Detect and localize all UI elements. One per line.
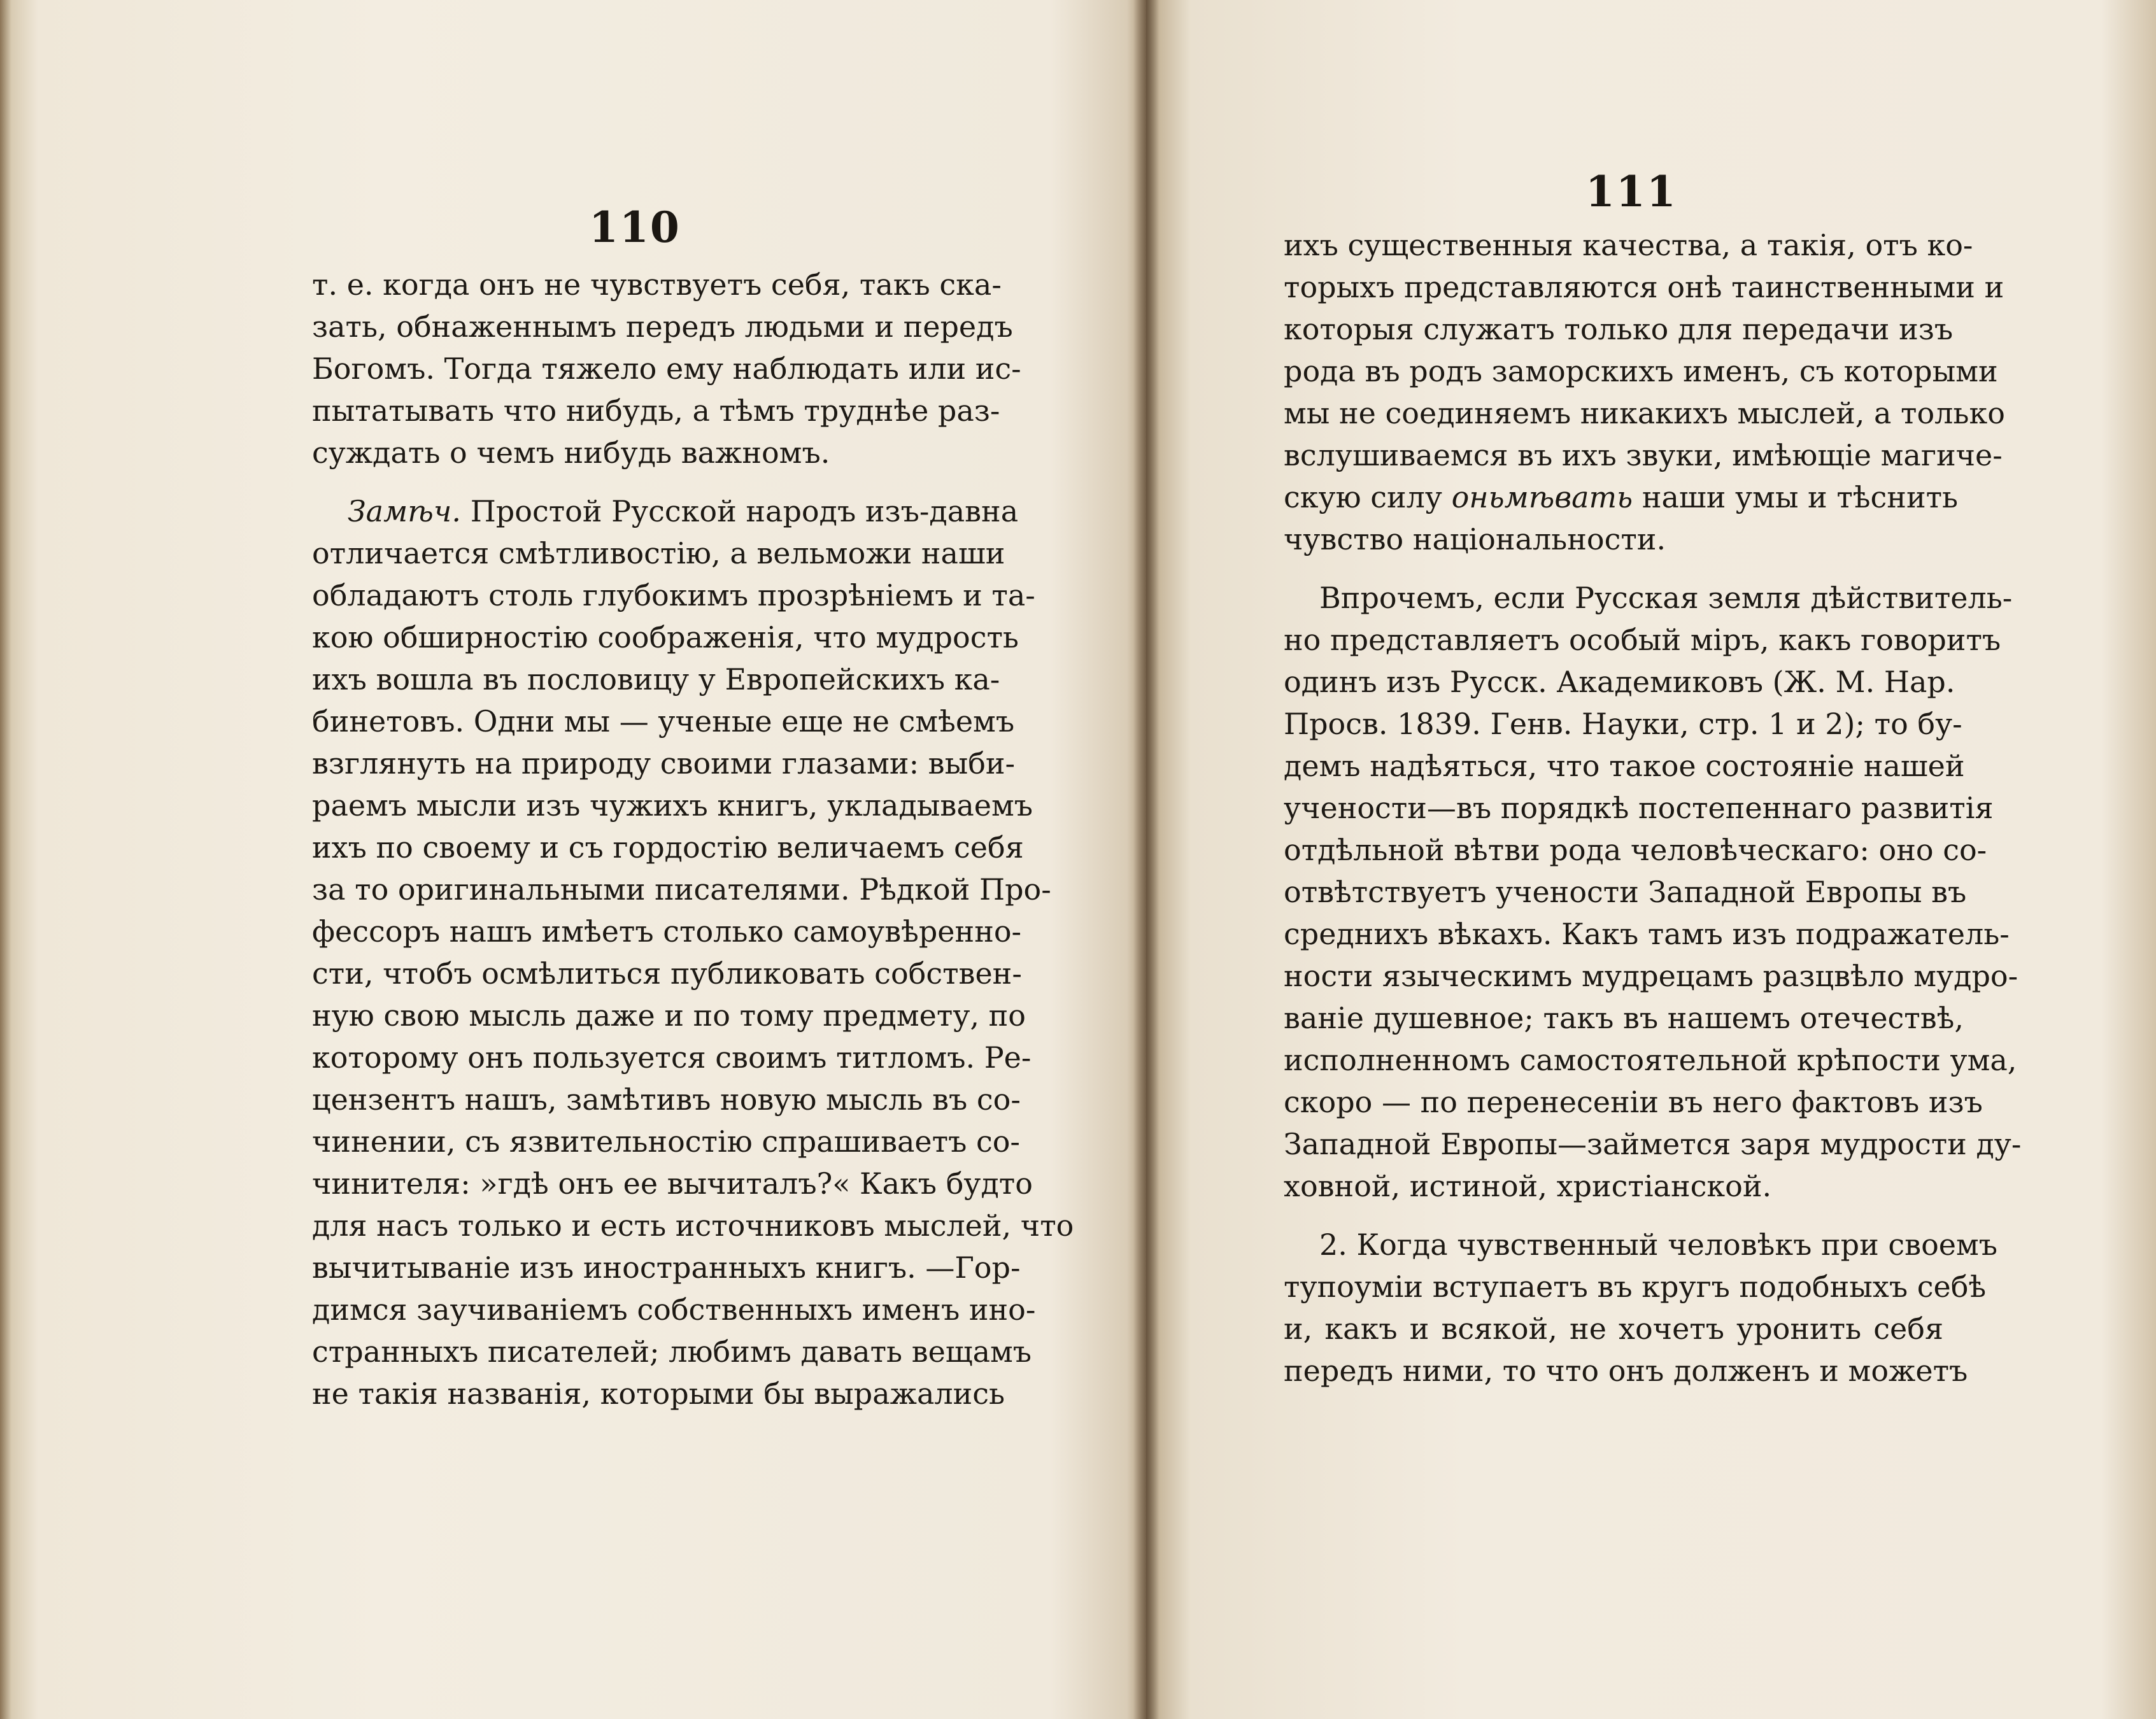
text-line: фессоръ нашъ имѣетъ столько самоувѣренно- (312, 914, 1022, 949)
text-line: чинении, съ язвительностію спрашиваетъ со- (312, 1124, 1020, 1159)
text-line: ихъ существенныя качества, а такія, отъ ко- (1284, 228, 1973, 262)
text-line: димся заучиваніемъ собственныхъ именъ ино- (312, 1292, 1036, 1327)
text-line (312, 490, 1019, 532)
text-line: исполненномъ самостоятельной крѣпости ума, (1284, 1043, 2017, 1077)
text-line: чинителя: »гдѣ онъ ее вычиталъ?« Какъ будто (312, 1166, 1033, 1201)
text-line: Западной Европы—займется заря мудрости ду- (1284, 1127, 2022, 1161)
text-line: кою обширностію соображенія, что мудрость (312, 620, 1019, 654)
text-line: передъ ними, то что онъ долженъ и можетъ (1284, 1354, 1968, 1388)
text-line: суждать о чемъ нибудь важномъ. (312, 435, 830, 470)
text-line: учености—въ порядкѣ постепеннаго развитія (1284, 791, 1994, 825)
text-line: пытатывать что нибудь, а тѣмъ труднѣе раз- (312, 393, 1000, 428)
text-line: торыхъ представляются онѣ таинственными и (1284, 270, 2004, 304)
text-line: мы не соединяемъ никакихъ мыслей, а только (1284, 396, 2005, 430)
text-line: ную свою мысль даже и по тому предмету, по (312, 998, 1026, 1033)
text-line: взглянуть на природу своими глазами: выби- (312, 746, 1016, 781)
text-line: рода въ родъ заморскихъ именъ, съ которыми (1284, 354, 1998, 388)
text-line: ваніе душевное; такъ въ нашемъ отечествѣ, (1284, 1001, 1964, 1035)
page-text (1284, 224, 2022, 1392)
text-line: чувство національности. (1284, 522, 1666, 556)
text-line: Впрочемъ, если Русская земля дѣйствитель- (1319, 581, 2013, 615)
text-line: не такія названія, которыми бы выражались (312, 1376, 1005, 1411)
text-line (1284, 476, 1959, 518)
remark-label: Замѣч. (348, 494, 462, 528)
text-line: и, какъ и всякой, не хочетъ уронить себя (1284, 1312, 1943, 1346)
text-line: ности языческимъ мудрецамъ разцвѣло мудро- (1284, 959, 2018, 993)
text-line: тупоуміи вступаетъ въ кругъ подобныхъ себѣ (1284, 1270, 1987, 1304)
text-line: ихъ по своему и съ гордостію величаемъ себя (312, 830, 1024, 865)
text-line: странныхъ писателей; любимъ давать вещамъ (312, 1334, 1032, 1369)
book-gutter (1133, 0, 1159, 1719)
text-line: сти, чтобъ осмѣлиться публиковать собствен- (312, 956, 1022, 991)
text-line: за то оригинальными писателями. Рѣдкой Про- (312, 872, 1051, 907)
text-line: но представляетъ особый міръ, какъ говоритъ (1284, 623, 2001, 657)
italic-word: оньмѣвать (1451, 480, 1633, 514)
text-line: Богомъ. Тогда тяжело ему наблюдать или ис- (312, 351, 1021, 386)
text-line: вычитываніе изъ иностранныхъ книгъ. —Гор- (312, 1250, 1021, 1285)
text-line: отвѣтствуетъ учености Западной Европы въ (1284, 875, 1967, 909)
text-line: отдѣльной вѣтви рода человѣческаго: оно со- (1284, 833, 1987, 867)
text-line: среднихъ вѣкахъ. Какъ тамъ изъ подражатель- (1284, 917, 2010, 951)
text-line: зать, обнаженнымъ передъ людьми и передъ (312, 309, 1013, 344)
text-line: вслушиваемся въ ихъ звуки, имѣющіе магиче- (1284, 438, 2003, 472)
page-text (312, 264, 1074, 1415)
text-line: цензентъ нашъ, замѣтивъ новую мысль въ со- (312, 1082, 1021, 1117)
text-line: которыя служатъ только для передачи изъ (1284, 312, 1954, 346)
text-line: обладаютъ столь глубокимъ прозрѣніемъ и та- (312, 578, 1035, 612)
text-fragment: наши умы и тѣснить (1642, 480, 1959, 514)
text-line: 2. Когда чувственный человѣкъ при своемъ (1319, 1227, 1998, 1262)
page-number: 110 (589, 202, 681, 252)
text-line: отличается смѣтливостію, а вельможи наши (312, 536, 1005, 570)
text-line: ховной, истиной, христіанской. (1284, 1169, 1772, 1203)
right-page (1146, 0, 2156, 1719)
text-line: т. е. когда онъ не чувствуетъ себя, такъ ска- (312, 267, 1002, 302)
page-number: 111 (1585, 167, 1677, 216)
text-line: скоро — по перенесеніи въ него фактовъ изъ (1284, 1085, 1983, 1119)
text-line: ихъ вошла въ пословицу у Европейскихъ ка- (312, 662, 1000, 697)
text-line: одинъ изъ Русск. Академиковъ (Ж. М. Нар. (1284, 665, 1955, 699)
text-line: которому онъ пользуется своимъ титломъ. Ре- (312, 1040, 1032, 1075)
text-fragment: Простой Русской народъ изъ-давна (470, 494, 1019, 528)
text-line: демъ надѣяться, что такое состояніе нашей (1284, 749, 1965, 783)
text-line: бинетовъ. Одни мы — ученые еще не смѣемъ (312, 704, 1015, 739)
text-line: для насъ только и есть источниковъ мыслей, что (312, 1208, 1074, 1243)
text-fragment: скую силу (1284, 480, 1442, 514)
text-line: Просв. 1839. Генв. Науки, стр. 1 и 2); то бу- (1284, 707, 1962, 741)
text-line: раемъ мысли изъ чужихъ книгъ, укладываемъ (312, 788, 1033, 823)
